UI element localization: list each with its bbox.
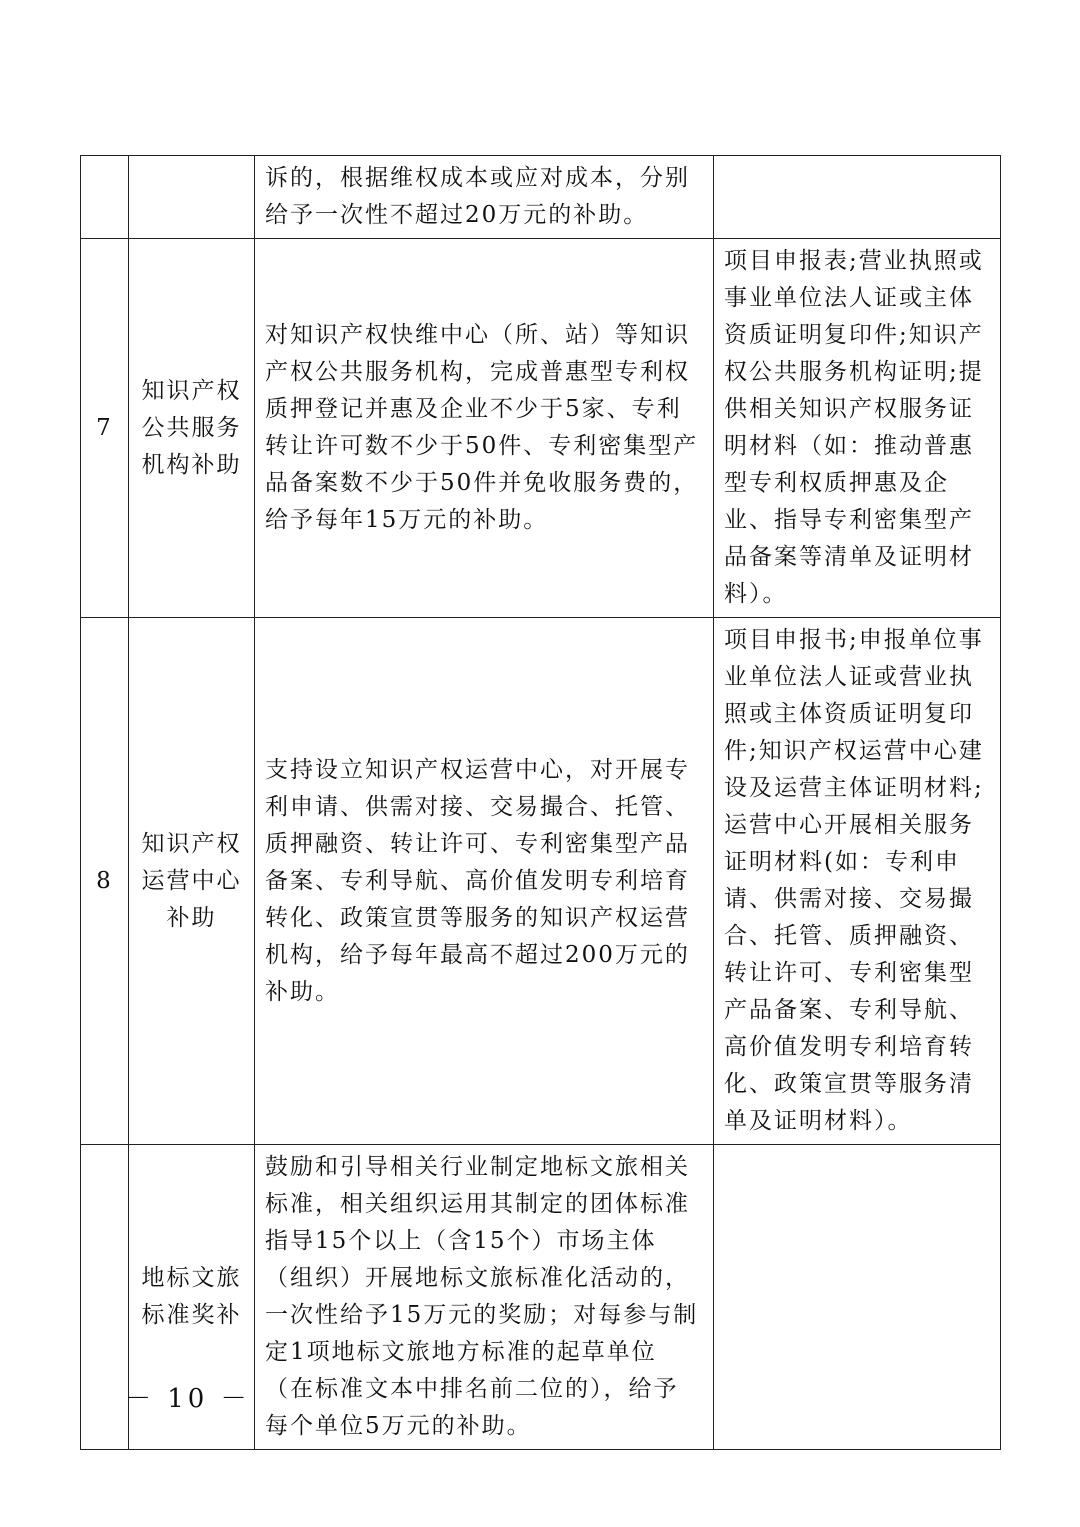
policy-content-cell: 诉的，根据维权成本或应对成本，分别给予一次性不超过20万元的补助。	[255, 156, 714, 239]
item-name-cell: 地标文旅标准奖补	[129, 1145, 255, 1450]
materials-cell	[714, 156, 1001, 239]
policy-content-cell: 支持设立知识产权运营中心，对开展专利申请、供需对接、交易撮合、托管、质押融资、转让许可、专利密集型产品备案、专利导航、高价值发明专利培育转化、政策宣贯等服务的知识产权运营机构，给予每年最高不超过200万元的补助。	[255, 618, 714, 1145]
table-row	[81, 618, 1001, 1145]
policy-table	[80, 155, 1001, 1450]
item-name-cell: 知识产权运营中心补助	[129, 618, 255, 1145]
materials-cell: 项目申报表;营业执照或事业单位法人证或主体资质证明复印件;知识产权公共服务机构证明;提供相关知识产权服务证明材料（如：推动普惠型专利权质押惠及企业、指导专利密集型产品备案等清单及证明材料）。	[714, 239, 1001, 618]
item-name-cell	[129, 156, 255, 239]
table-row	[81, 156, 1001, 239]
row-number-cell: 7	[81, 239, 129, 618]
table-row	[81, 239, 1001, 618]
page-number: － 10 －	[125, 1384, 251, 1414]
item-name-cell: 知识产权公共服务机构补助	[129, 239, 255, 618]
row-number-cell	[81, 156, 129, 239]
policy-content-cell: 鼓励和引导相关行业制定地标文旅相关标准，相关组织运用其制定的团体标准指导15个以上（含15个）市场主体（组织）开展地标文旅标准化活动的，一次性给予15万元的奖励；对每参与制定1项地标文旅地方标准的起草单位（在标准文本中排名前二位的），给予每个单位5万元的补助。	[255, 1145, 714, 1450]
row-number-cell: 8	[81, 618, 129, 1145]
materials-cell	[714, 1145, 1001, 1450]
policy-content-cell: 对知识产权快维中心（所、站）等知识产权公共服务机构，完成普惠型专利权质押登记并惠及企业不少于5家、专利转让许可数不少于50件、专利密集型产品备案数不少于50件并免收服务费的，给予每年15万元的补助。	[255, 239, 714, 618]
row-number-cell	[81, 1145, 129, 1450]
materials-cell: 项目申报书;申报单位事业单位法人证或营业执照或主体资质证明复印件;知识产权运营中心建设及运营主体证明材料;运营中心开展相关服务证明材料(如：专利申请、供需对接、交易撮合、托管、质押融资、转让许可、专利密集型产品备案、专利导航、高价值发明专利培育转化、政策宣贯等服务清单及证明材料）。	[714, 618, 1001, 1145]
